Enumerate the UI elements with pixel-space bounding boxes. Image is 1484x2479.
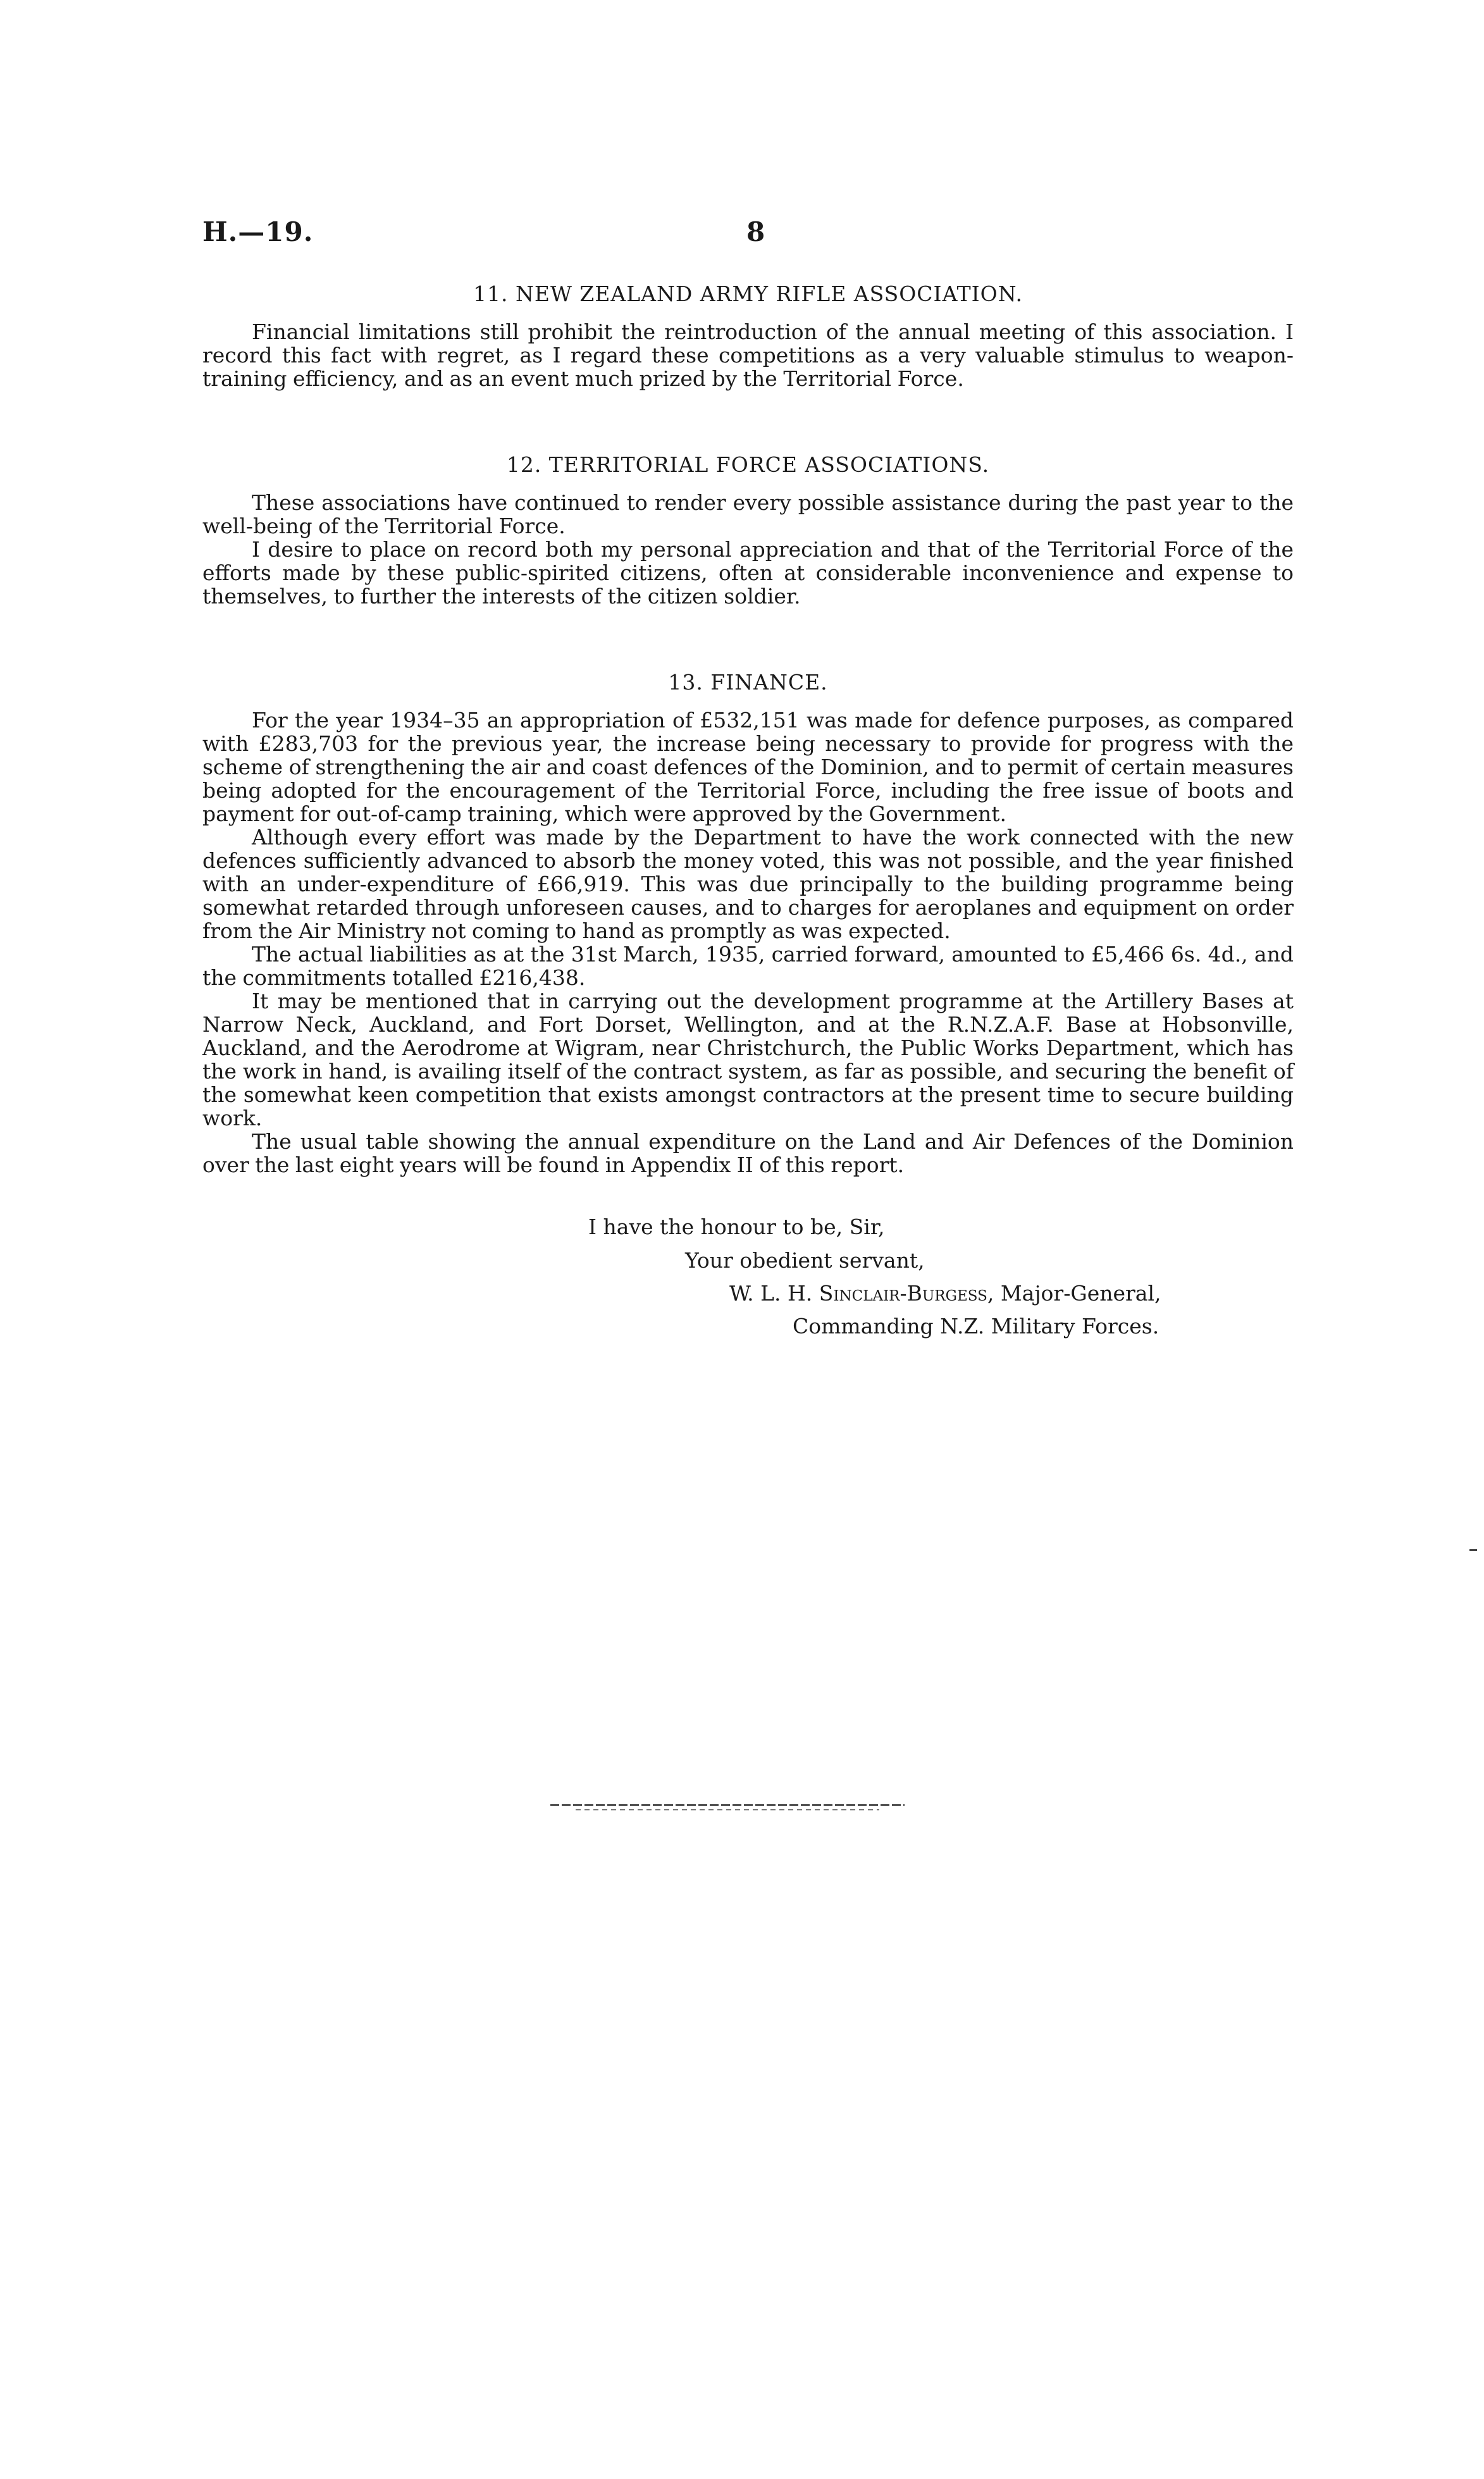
paragraph: The actual liabilities as at the 31st March, 1935, carried forward, amounted to £5,466 6s. 4d., and the commitments totalled £216,438. (202, 942, 1294, 990)
document-body (202, 281, 1294, 1379)
paragraph: It may be mentioned that in carrying out the development programme at the Artillery Bases at Narrow Neck, Auckland, and Fort Dorset, Wellington, and at the R.N.Z.A.F. Base at Hobsonville, Auckland, and the Aerodrome at Wigram, near Christchurch, the Public Works Department, which has the work in hand, is availing itself of the contract system, as far as possible, and securing the benefit of the somewhat keen competition that exists amongst contractors at the present time to secure building work. (202, 989, 1294, 1130)
footer-rule (550, 1804, 905, 1813)
rule-line (576, 1809, 879, 1810)
rule-line (550, 1804, 905, 1806)
section-heading: 11. NEW ZEALAND ARMY RIFLE ASSOCIATION. (473, 281, 1023, 306)
paragraph: Although every effort was made by the Department to have the work connected with the new defences sufficiently advanced to absorb the money voted, this was not possible, and the year finished with an under-expenditure of £66,919. This was due principally to the building programme being somewhat retarded through unforeseen causes, and to charges for aeroplanes and equipment on order from the Air Ministry not coming to hand as promptly as was expected. (202, 825, 1294, 943)
paragraph: Financial limitations still prohibit the reintroduction of the annual meeting of this association. I record this fact with regret, as I regard these competitions as a very valuable stimulus to weapon-training efficiency, and as an event much prized by the Territorial Force. (202, 319, 1294, 391)
section-heading: 12. TERRITORIAL FORCE ASSOCIATIONS. (506, 452, 990, 477)
section-heading: 13. FINANCE. (668, 670, 828, 695)
signatory-line (729, 1281, 1161, 1306)
section-rifle-association (202, 281, 1294, 390)
salutation-line: I have the honour to be, Sir, (588, 1215, 885, 1239)
signatory-initials: W. L. H. (729, 1281, 813, 1306)
signatory-surname: Sinclair-Burgess (819, 1281, 987, 1306)
valediction-line: Your obedient servant, (685, 1248, 925, 1273)
margin-mark (1469, 1549, 1477, 1551)
signature-block (202, 1215, 1294, 1379)
section-finance (202, 670, 1294, 1177)
paragraph: The usual table showing the annual expenditure on the Land and Air Defences of the Dominion over the last eight years will be found in Appendix II of this report. (202, 1129, 1294, 1177)
signatory-rank: , Major-General, (987, 1281, 1161, 1306)
signatory-title: Commanding N.Z. Military Forces. (793, 1314, 1159, 1338)
document-code: H.—19. (202, 216, 314, 247)
page-header (202, 216, 1290, 254)
section-territorial-force-associations (202, 452, 1294, 608)
paragraph: These associations have continued to render every possible assistance during the past year to the well-being of the Territorial Force. (202, 490, 1294, 538)
page-number: 8 (746, 216, 765, 247)
paragraph: I desire to place on record both my personal appreciation and that of the Territorial Force of the efforts made by these public-spirited citizens, often at considerable inconvenience and expense to themselves, to further the interests of the citizen soldier. (202, 537, 1294, 609)
paragraph: For the year 1934–35 an appropriation of £532,151 was made for defence purposes, as compared with £283,703 for the previous year, the increase being necessary to provide for progress with the scheme of strengthening the air and coast defences of the Dominion, and to permit of certain measures being adopted for the encouragement of the Territorial Force, including the free issue of boots and payment for out-of-camp training, which were approved by the Government. (202, 708, 1294, 826)
